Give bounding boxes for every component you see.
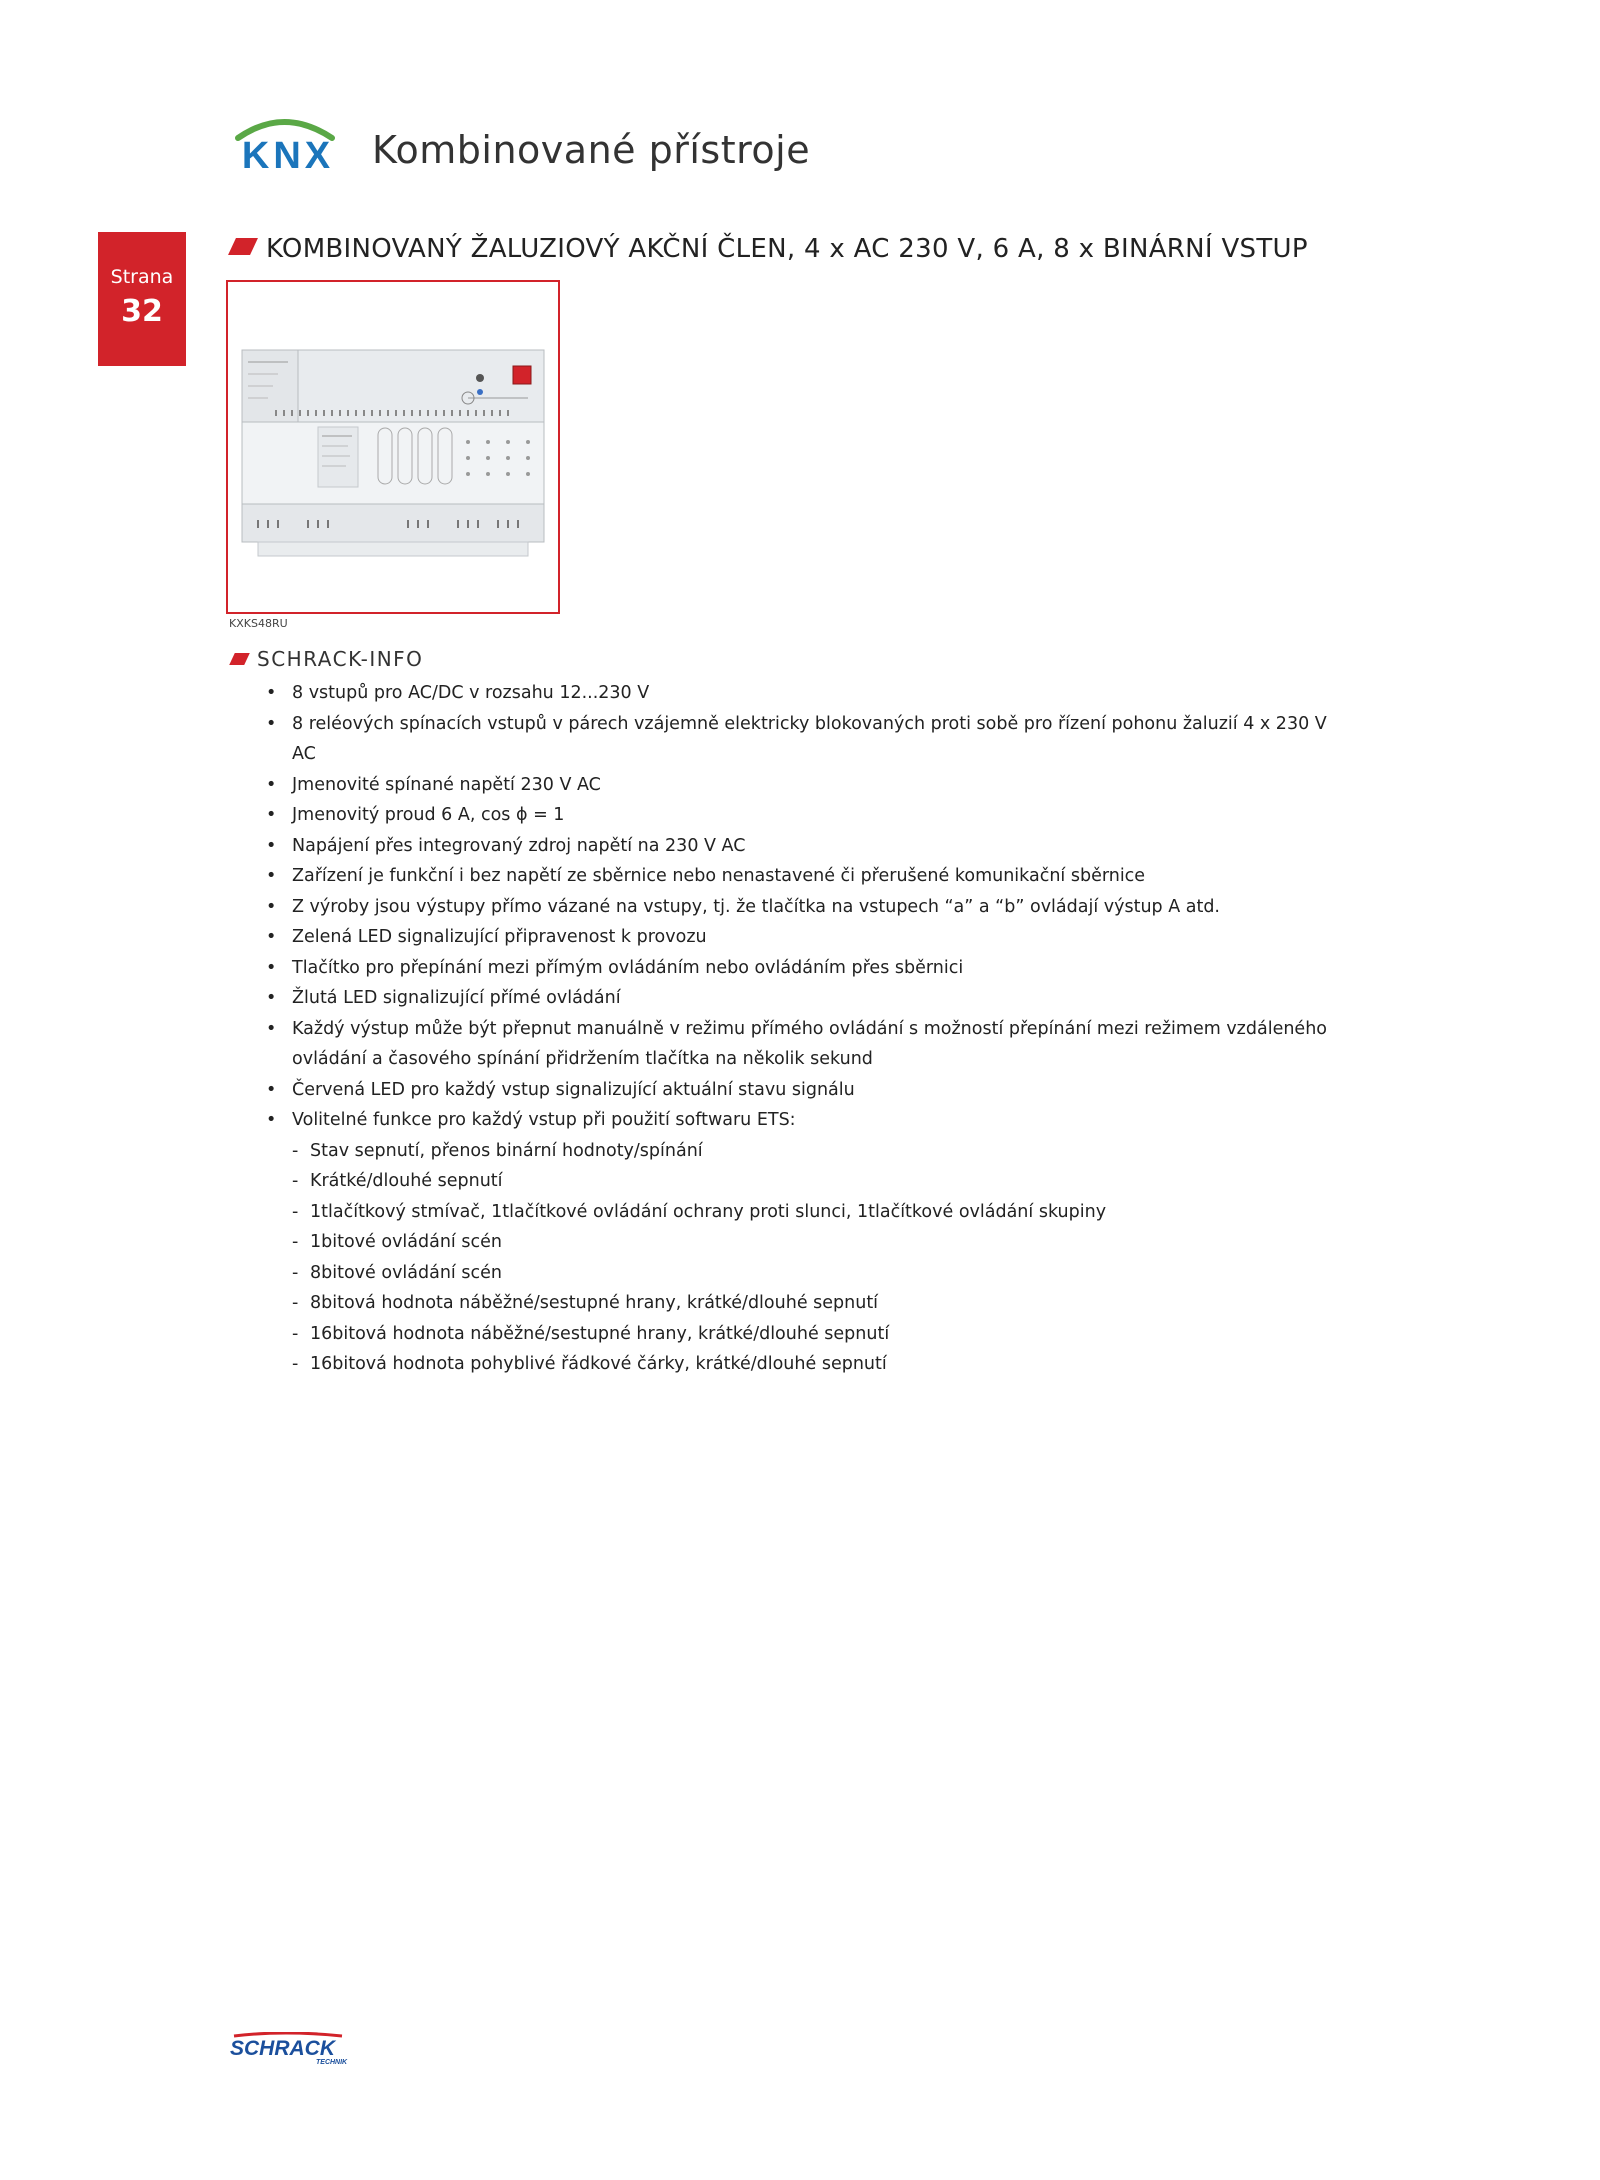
knx-logo	[226, 112, 351, 172]
sub-list-item: - Krátké/dlouhé sepnutí	[264, 1166, 1354, 1197]
schrack-logo-text: SCHRACK	[230, 2037, 335, 2060]
list-item: • Jmenovitý proud 6 A, cos ϕ = 1	[264, 800, 1354, 831]
page-number-tab	[98, 232, 186, 366]
schrack-logo	[224, 2032, 350, 2066]
list-item: • Volitelné funkce pro každý vstup při použití softwaru ETS:	[264, 1105, 1354, 1136]
list-item: • Zelená LED signalizující připravenost k provozu	[264, 922, 1354, 953]
schrack-info-list	[264, 678, 1354, 1380]
product-image-frame	[226, 280, 560, 614]
section-marker-icon	[228, 238, 258, 255]
sub-list-item: - 16bitová hodnota náběžné/sestupné hrany, krátké/dlouhé sepnutí	[264, 1319, 1354, 1350]
list-item: • Zařízení je funkční i bez napětí ze sběrnice nebo nenastavené či přerušené komunikační sběrnice	[264, 861, 1354, 892]
schrack-logo-swoosh	[234, 2033, 342, 2036]
list-item: • Žlutá LED signalizující přímé ovládání	[264, 983, 1354, 1014]
list-item: • Z výroby jsou výstupy přímo vázané na vstupy, tj. že tlačítka na vstupech “a” a “b” ovládají výstup A atd.	[264, 892, 1354, 923]
list-item: • Napájení přes integrovaný zdroj napětí na 230 V AC	[264, 831, 1354, 862]
list-item: • Každý výstup může být přepnut manuálně v režimu přímého ovládání s možností přepínání mezi režimem vzdáleného ovládání a časového spínání přidržením tlačítka na několik sekund	[264, 1014, 1354, 1075]
schrack-logo-subtext: TECHNIK	[316, 2059, 348, 2066]
sub-list-item: - 16bitová hodnota pohyblivé řádkové čárky, krátké/dlouhé sepnutí	[264, 1349, 1354, 1380]
page-label: Strana	[110, 266, 174, 288]
product-code: KXKS48RU	[229, 617, 288, 630]
sub-list-item: - 1tlačítkový stmívač, 1tlačítkové ovládání ochrany proti slunci, 1tlačítkové ovládání skupiny	[264, 1197, 1354, 1228]
section-title	[232, 234, 1308, 264]
schrack-info-heading	[232, 647, 423, 671]
sub-list-item: - Stav sepnutí, přenos binární hodnoty/spínání	[264, 1136, 1354, 1167]
product-image	[228, 282, 558, 612]
info-marker-icon	[229, 653, 250, 665]
list-item: • Červená LED pro každý vstup signalizující aktuální stavu signálu	[264, 1075, 1354, 1106]
page-number: 32	[121, 294, 163, 329]
schrack-info-heading-text: SCHRACK-INFO	[257, 647, 424, 671]
list-item: • 8 vstupů pro AC/DC v rozsahu 12...230 V	[264, 678, 1354, 709]
page-header-title: Kombinované přístroje	[372, 128, 811, 172]
list-item: • Jmenovité spínané napětí 230 V AC	[264, 770, 1354, 801]
list-item: • Tlačítko pro přepínání mezi přímým ovládáním nebo ovládáním přes sběrnici	[264, 953, 1354, 984]
list-item: • 8 reléových spínacích vstupů v párech vzájemně elektricky blokovaných proti sobě pro řízení pohonu žaluzií 4 x 230 V AC	[264, 709, 1354, 770]
section-title-text: KOMBINOVANÝ ŽALUZIOVÝ AKČNÍ ČLEN, 4 x AC 230 V, 6 A, 8 x BINÁRNÍ VSTUP	[266, 234, 1308, 264]
sub-list-item: - 8bitová hodnota náběžné/sestupné hrany, krátké/dlouhé sepnutí	[264, 1288, 1354, 1319]
sub-list-item: - 8bitové ovládání scén	[264, 1258, 1354, 1289]
knx-logo-text: KNX	[241, 135, 335, 172]
sub-list-item: - 1bitové ovládání scén	[264, 1227, 1354, 1258]
